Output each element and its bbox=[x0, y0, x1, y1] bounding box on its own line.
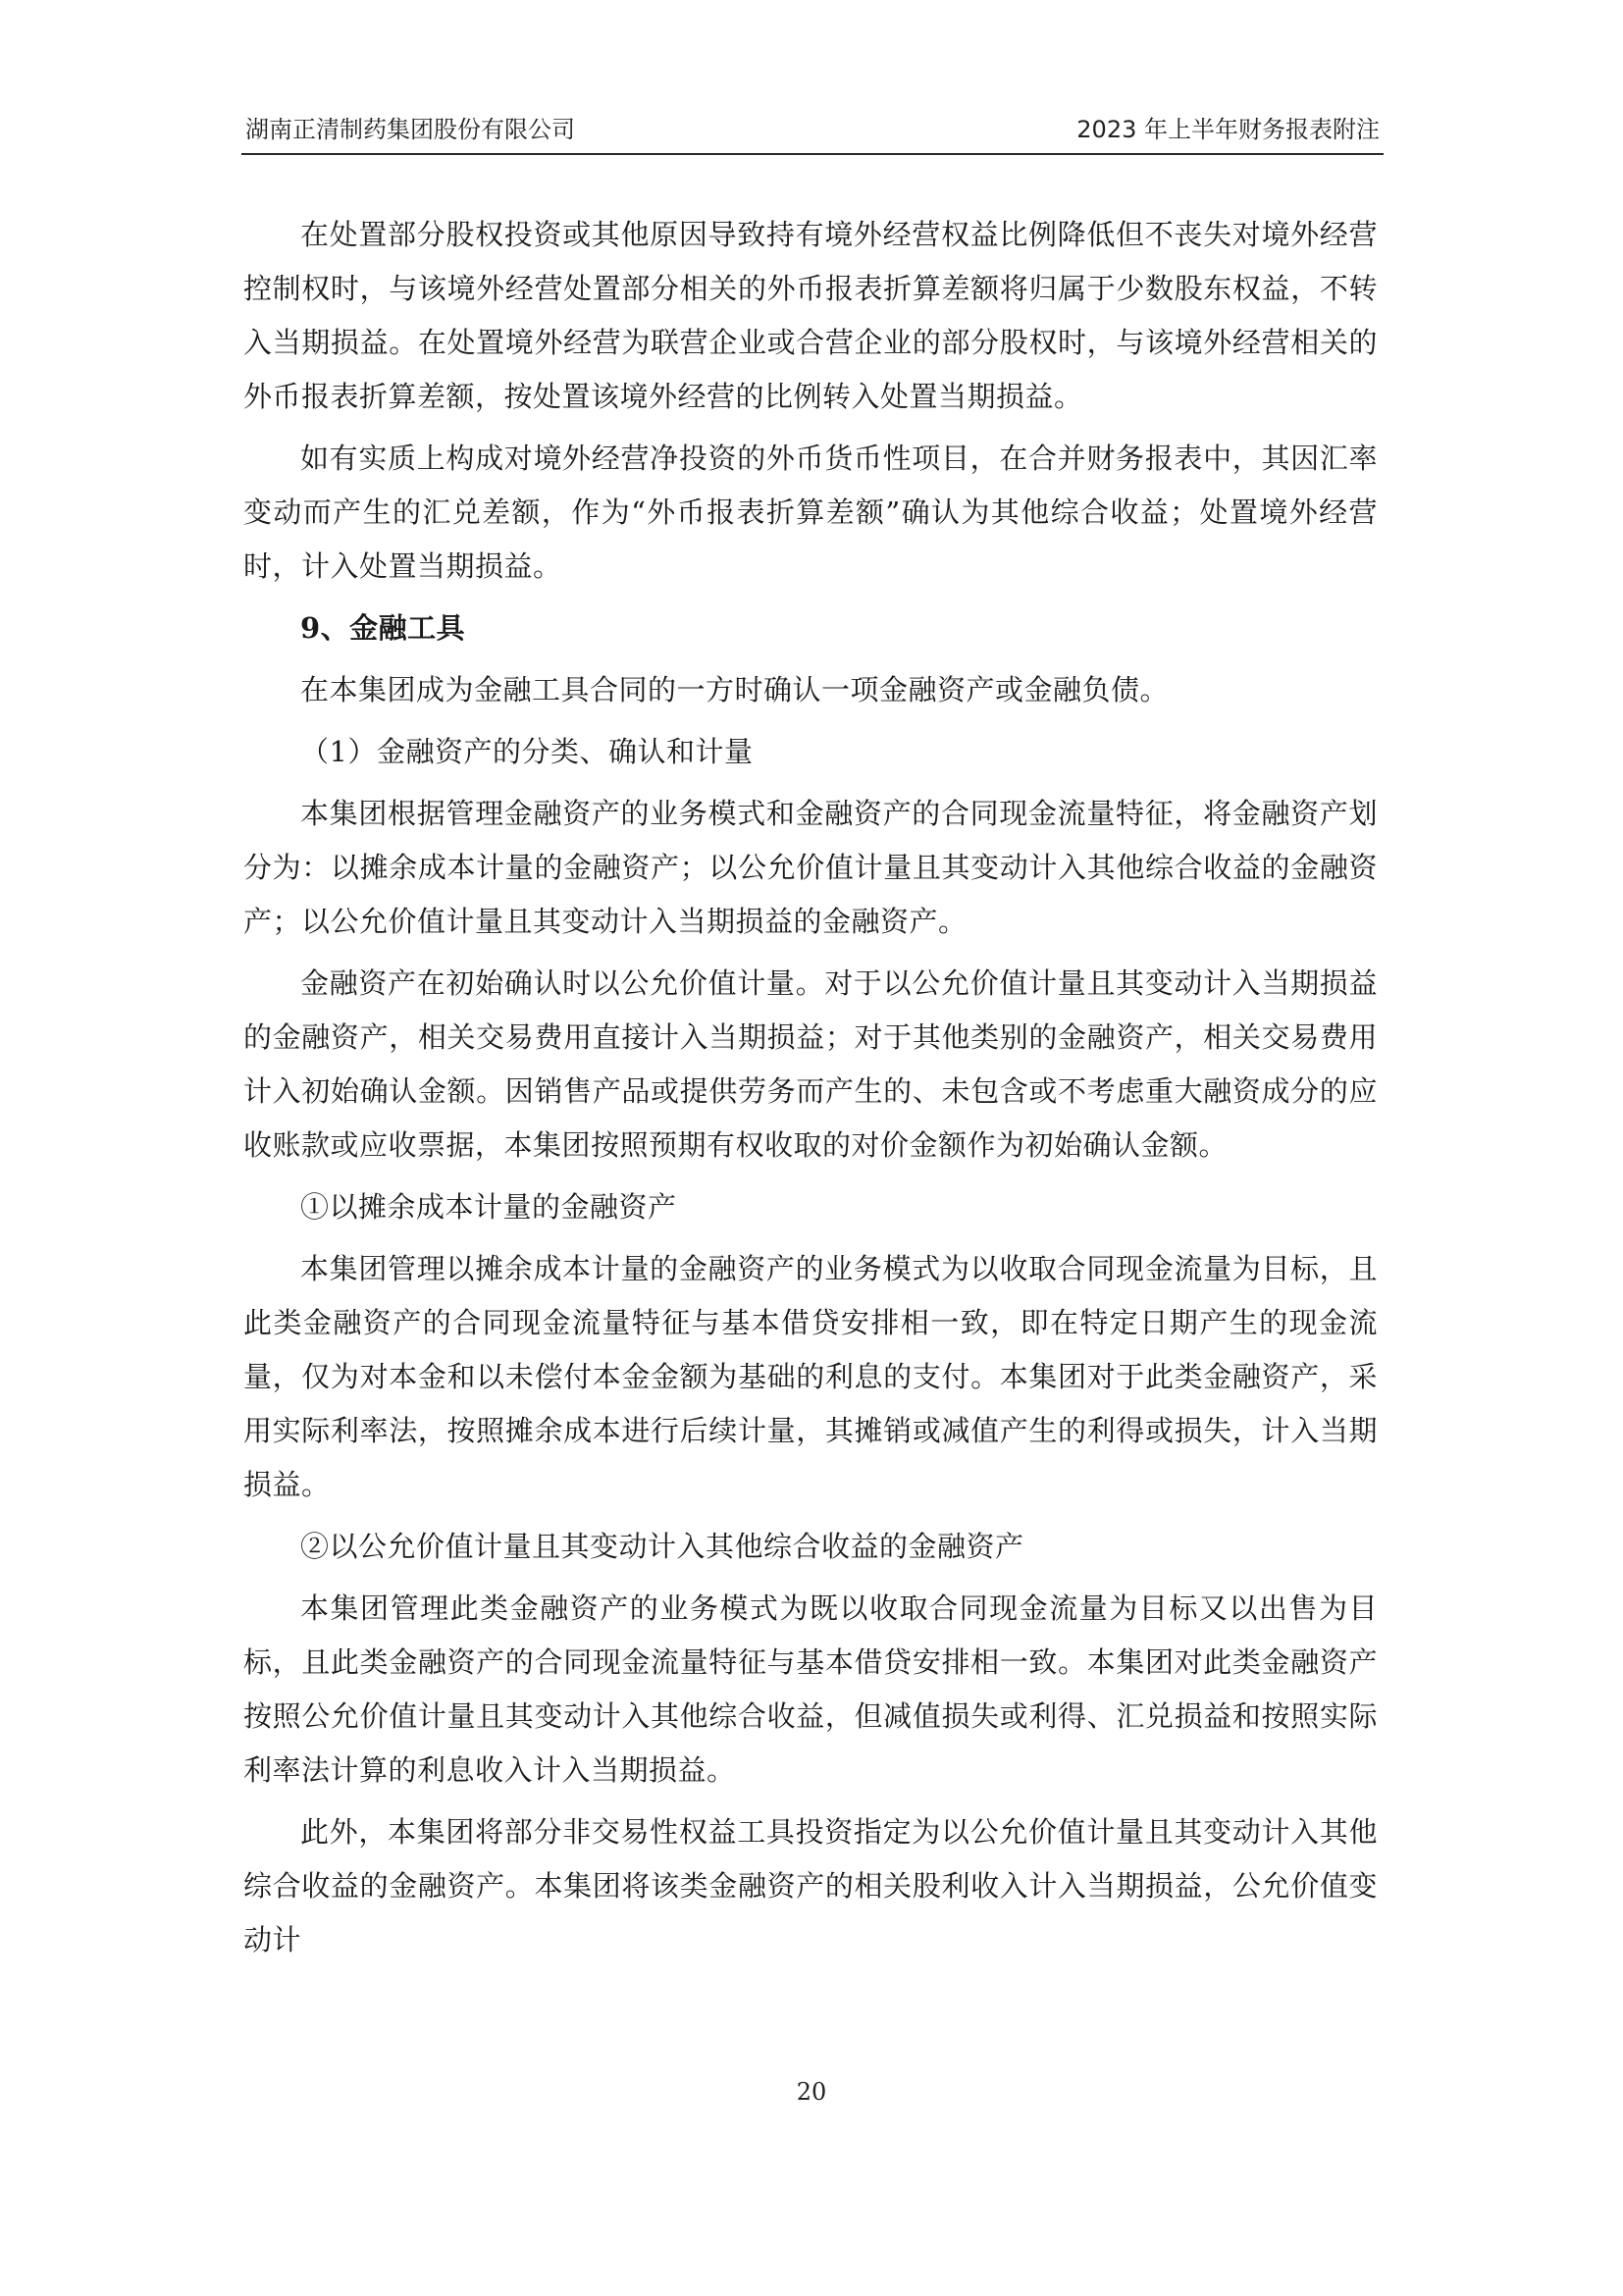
page-number: 20 bbox=[796, 2078, 827, 2106]
paragraph-recognition: 在本集团成为金融工具合同的一方时确认一项金融资产或金融负债。 bbox=[300, 673, 1170, 706]
subheading-fvoci: ②以公允价值计量且其变动计入其他综合收益的金融资产 bbox=[300, 1530, 1024, 1563]
subheading-amortized-cost: ①以摊余成本计量的金融资产 bbox=[300, 1190, 677, 1224]
paragraph-classification: 本集团根据管理金融资产的业务模式和金融资产的合同现金流量特征，将金融资产划分为：以摊余成本计量的金融资产；以公允价值计量且其变动计入其他综合收益的金融资产；以公允价值计量且其变动计入当期损益的金融资产。 bbox=[243, 797, 1378, 938]
paragraph-fvoci: 本集团管理此类金融资产的业务模式为既以收取合同现金流量为目标又以出售为目标，且此类金融资产的合同现金流量特征与基本借贷安排相一致。本集团对此类金融资产按照公允价值计量且其变动计入其他综合收益，但减值损失或利得、汇兑损益和按照实际利率法计算的利息收入计入当期损益。 bbox=[243, 1592, 1378, 1787]
document-body bbox=[243, 208, 1378, 1975]
paragraph-foreign-operation-partial-disposal: 在处置部分股权投资或其他原因导致持有境外经营权益比例降低但不丧失对境外经营控制权时，与该境外经营处置部分相关的外币报表折算差额将归属于少数股东权益，不转入当期损益。在处置境外经营为联营企业或合营企业的部分股权时，与该境外经营相关的外币报表折算差额，按处置该境外经营的比例转入处置当期损益。 bbox=[243, 218, 1378, 413]
header-report-title: 2023 年上半年财务报表附注 bbox=[1076, 116, 1380, 143]
paragraph-equity-designated-fvoci: 此外，本集团将部分非交易性权益工具投资指定为以公允价值计量且其变动计入其他综合收益的金融资产。本集团将该类金融资产的相关股利收入计入当期损益，公允价值变动计 bbox=[243, 1815, 1378, 1957]
paragraph-amortized-cost: 本集团管理以摊余成本计量的金融资产的业务模式为以收取合同现金流量为目标，且此类金融资产的合同现金流量特征与基本借贷安排相一致，即在特定日期产生的现金流量，仅为对本金和以未偿付本金金额为基础的利息的支付。本集团对于此类金融资产，采用实际利率法，按照摊余成本进行后续计量，其摊销或减值产生的利得或损失，计入当期损益。 bbox=[243, 1252, 1378, 1501]
paragraph-initial-measurement: 金融资产在初始确认时以公允价值计量。对于以公允价值计量且其变动计入当期损益的金融资产，相关交易费用直接计入当期损益；对于其他类别的金融资产，相关交易费用计入初始确认金额。因销售产品或提供劳务而产生的、未包含或不考虑重大融资成分的应收账款或应收票据，本集团按照预期有权收取的对价金额作为初始确认金额。 bbox=[243, 966, 1378, 1162]
subheading-classification: （1）金融资产的分类、确认和计量 bbox=[300, 735, 754, 768]
paragraph-net-investment-exchange-difference: 如有实质上构成对境外经营净投资的外币货币性项目，在合并财务报表中，其因汇率变动而产生的汇兑差额，作为“外币报表折算差额”确认为其他综合收益；处置境外经营时，计入处置当期损益。 bbox=[243, 442, 1378, 583]
header-company-name: 湖南正清制药集团股份有限公司 bbox=[245, 116, 575, 143]
page-header bbox=[241, 110, 1384, 155]
section-heading-financial-instruments: 9、金融工具 bbox=[300, 611, 466, 645]
